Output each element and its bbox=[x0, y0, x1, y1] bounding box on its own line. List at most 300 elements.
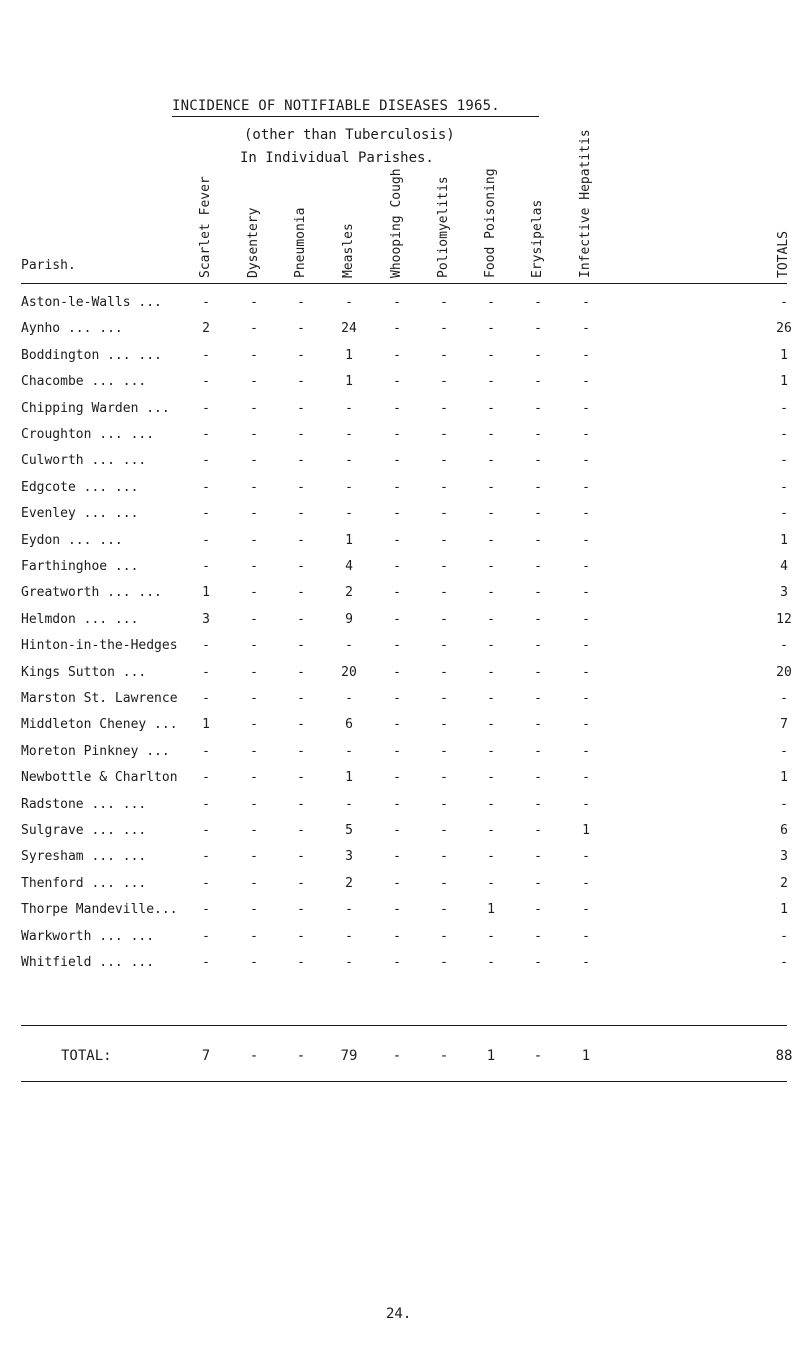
table-cell: 24 bbox=[341, 321, 357, 337]
table-cell: - bbox=[202, 691, 210, 706]
parish-name: Helmdon ... ... bbox=[21, 611, 139, 627]
table-cell: - bbox=[393, 638, 401, 654]
table-cell: - bbox=[297, 427, 305, 442]
table-cell: - bbox=[534, 374, 542, 390]
table-cell: - bbox=[393, 955, 401, 970]
table-cell: - bbox=[582, 295, 590, 310]
table-cell: 6 bbox=[780, 823, 788, 838]
table-cell: - bbox=[534, 427, 542, 442]
table-cell: - bbox=[202, 374, 210, 390]
table-cell: - bbox=[534, 955, 542, 970]
parish-name: Whitfield ... ... bbox=[21, 955, 155, 970]
parish-name: Culworth ... ... bbox=[21, 453, 147, 469]
table-cell: - bbox=[393, 611, 401, 627]
parish-name: Farthinghoe ... bbox=[21, 559, 139, 574]
parish-name: Croughton ... ... bbox=[21, 427, 155, 442]
table-cell: - bbox=[297, 611, 305, 627]
table-cell: - bbox=[582, 664, 590, 680]
table-cell: - bbox=[582, 691, 590, 706]
table-cell: - bbox=[297, 875, 305, 891]
table-cell: - bbox=[345, 400, 353, 416]
table-cell: - bbox=[393, 347, 401, 363]
total-cell: - bbox=[249, 1048, 259, 1064]
table-cell: - bbox=[487, 823, 495, 838]
table-cell: - bbox=[393, 532, 401, 548]
table-cell: - bbox=[487, 955, 495, 970]
table-cell: - bbox=[582, 770, 590, 786]
parish-name: Thorpe Mandeville... bbox=[21, 902, 178, 918]
table-cell: - bbox=[582, 717, 590, 733]
parish-name: Hinton-in-the-Hedges bbox=[21, 638, 178, 654]
table-cell: - bbox=[534, 532, 542, 548]
table-cell: - bbox=[780, 506, 788, 522]
table-cell: - bbox=[487, 532, 495, 548]
table-cell: - bbox=[345, 902, 353, 918]
table-cell: 1 bbox=[345, 374, 353, 390]
table-cell: - bbox=[297, 321, 305, 337]
table-cell: 4 bbox=[345, 559, 353, 574]
table-cell: - bbox=[393, 849, 401, 865]
table-cell: - bbox=[780, 400, 788, 416]
table-cell: - bbox=[487, 400, 495, 416]
table-cell: - bbox=[345, 955, 353, 970]
table-cell: - bbox=[487, 928, 495, 944]
total-cell: 7 bbox=[201, 1048, 211, 1064]
table-cell: - bbox=[534, 638, 542, 654]
total-cell: - bbox=[392, 1048, 402, 1064]
table-cell: - bbox=[345, 453, 353, 469]
parish-name: Moreton Pinkney ... bbox=[21, 743, 170, 759]
column-header-poliomyelitis: Poliomyelitis bbox=[436, 176, 451, 278]
table-cell: - bbox=[250, 321, 258, 337]
table-cell: - bbox=[250, 664, 258, 680]
table-cell: - bbox=[487, 559, 495, 574]
page-title: INCIDENCE OF NOTIFIABLE DISEASES 1965. bbox=[172, 98, 500, 114]
table-cell: - bbox=[345, 506, 353, 522]
table-cell: - bbox=[440, 691, 448, 706]
table-cell: - bbox=[393, 400, 401, 416]
table-cell: - bbox=[582, 479, 590, 495]
subtitle: (other than Tuberculosis) bbox=[244, 127, 455, 143]
table-cell: 1 bbox=[582, 823, 590, 838]
table-cell: - bbox=[202, 902, 210, 918]
table-cell: 1 bbox=[202, 717, 210, 733]
table-cell: 2 bbox=[345, 875, 353, 891]
total-cell: 1 bbox=[581, 1048, 591, 1064]
table-cell: - bbox=[780, 427, 788, 442]
table-cell: - bbox=[393, 796, 401, 812]
table-cell: 1 bbox=[345, 532, 353, 548]
table-cell: 1 bbox=[487, 902, 495, 918]
table-cell: - bbox=[393, 664, 401, 680]
parish-name: Aynho ... ... bbox=[21, 321, 123, 337]
table-cell: - bbox=[582, 347, 590, 363]
table-cell: - bbox=[250, 823, 258, 838]
table-cell: 20 bbox=[776, 664, 792, 680]
table-cell: - bbox=[202, 532, 210, 548]
table-cell: - bbox=[534, 928, 542, 944]
table-cell: - bbox=[393, 506, 401, 522]
table-cell: - bbox=[202, 479, 210, 495]
table-cell: - bbox=[534, 770, 542, 786]
column-header-food-poisoning: Food Poisoning bbox=[483, 168, 498, 278]
table-cell: - bbox=[440, 743, 448, 759]
table-cell: - bbox=[393, 902, 401, 918]
table-cell: - bbox=[202, 796, 210, 812]
parish-name: Aston-le-Walls ... bbox=[21, 295, 162, 310]
column-header-pneumonia: Pneumonia bbox=[293, 207, 308, 278]
column-header-dysentery: Dysentery bbox=[246, 207, 261, 278]
table-cell: - bbox=[487, 506, 495, 522]
table-cell: - bbox=[534, 902, 542, 918]
table-cell: - bbox=[440, 638, 448, 654]
table-cell: - bbox=[780, 479, 788, 495]
table-cell: - bbox=[345, 427, 353, 442]
table-cell: - bbox=[780, 928, 788, 944]
table-cell: - bbox=[297, 691, 305, 706]
table-cell: - bbox=[345, 479, 353, 495]
table-cell: - bbox=[297, 638, 305, 654]
table-cell: - bbox=[250, 743, 258, 759]
table-cell: - bbox=[440, 955, 448, 970]
table-cell: - bbox=[487, 453, 495, 469]
table-cell: - bbox=[440, 347, 448, 363]
table-cell: - bbox=[250, 770, 258, 786]
table-cell: - bbox=[534, 796, 542, 812]
table-cell: - bbox=[297, 849, 305, 865]
column-header-measles: Measles bbox=[341, 223, 356, 278]
parish-name: Middleton Cheney ... bbox=[21, 717, 178, 733]
table-cell: - bbox=[534, 611, 542, 627]
table-cell: - bbox=[780, 691, 788, 706]
table-cell: - bbox=[487, 875, 495, 891]
total-cell: - bbox=[296, 1048, 306, 1064]
table-cell: - bbox=[534, 295, 542, 310]
table-cell: - bbox=[582, 743, 590, 759]
table-cell: - bbox=[487, 585, 495, 601]
column-header-whooping-cough: Whooping Cough bbox=[389, 168, 404, 278]
table-cell: - bbox=[297, 559, 305, 574]
table-cell: - bbox=[487, 347, 495, 363]
table-cell: - bbox=[487, 295, 495, 310]
table-cell: - bbox=[440, 928, 448, 944]
column-header-erysipelas: Erysipelas bbox=[530, 199, 545, 278]
table-cell: - bbox=[582, 532, 590, 548]
table-cell: - bbox=[393, 770, 401, 786]
table-cell: - bbox=[345, 691, 353, 706]
table-cell: - bbox=[487, 321, 495, 337]
table-cell: - bbox=[440, 321, 448, 337]
table-cell: - bbox=[393, 427, 401, 442]
table-cell: - bbox=[582, 796, 590, 812]
table-cell: - bbox=[487, 770, 495, 786]
table-cell: - bbox=[297, 585, 305, 601]
table-cell: - bbox=[440, 823, 448, 838]
total-cell: 79 bbox=[340, 1048, 358, 1064]
table-cell: 3 bbox=[202, 611, 210, 627]
table-cell: - bbox=[202, 849, 210, 865]
table-cell: - bbox=[393, 585, 401, 601]
table-cell: 1 bbox=[780, 770, 788, 786]
table-cell: - bbox=[582, 374, 590, 390]
table-cell: - bbox=[487, 479, 495, 495]
table-cell: - bbox=[582, 506, 590, 522]
table-cell: - bbox=[780, 453, 788, 469]
table-cell: 1 bbox=[345, 347, 353, 363]
totals-rule-top bbox=[21, 1025, 787, 1026]
table-cell: - bbox=[250, 638, 258, 654]
table-cell: - bbox=[780, 295, 788, 310]
table-cell: - bbox=[582, 955, 590, 970]
table-cell: - bbox=[202, 400, 210, 416]
parish-name: Newbottle & Charlton bbox=[21, 770, 178, 786]
table-cell: - bbox=[297, 902, 305, 918]
total-cell: - bbox=[533, 1048, 543, 1064]
table-cell: - bbox=[297, 823, 305, 838]
table-cell: - bbox=[534, 585, 542, 601]
table-cell: - bbox=[297, 717, 305, 733]
table-cell: - bbox=[440, 796, 448, 812]
title-underline bbox=[172, 116, 539, 117]
table-cell: - bbox=[393, 559, 401, 574]
table-cell: - bbox=[202, 559, 210, 574]
table-cell: - bbox=[250, 849, 258, 865]
table-cell: - bbox=[780, 955, 788, 970]
table-cell: 2 bbox=[202, 321, 210, 337]
table-cell: - bbox=[440, 400, 448, 416]
table-cell: - bbox=[440, 506, 448, 522]
column-header-scarlet-fever: Scarlet Fever bbox=[198, 176, 213, 278]
table-cell: - bbox=[393, 479, 401, 495]
parish-name: Greatworth ... ... bbox=[21, 585, 162, 601]
table-cell: - bbox=[534, 559, 542, 574]
table-cell: - bbox=[534, 479, 542, 495]
table-cell: - bbox=[345, 928, 353, 944]
table-cell: - bbox=[582, 902, 590, 918]
table-cell: - bbox=[440, 717, 448, 733]
table-cell: 1 bbox=[345, 770, 353, 786]
table-cell: - bbox=[250, 453, 258, 469]
table-cell: - bbox=[534, 875, 542, 891]
table-cell: - bbox=[582, 849, 590, 865]
total-cell: 88 bbox=[775, 1048, 793, 1064]
table-cell: - bbox=[780, 638, 788, 654]
table-cell: - bbox=[440, 849, 448, 865]
parish-name: Syresham ... ... bbox=[21, 849, 147, 865]
table-cell: - bbox=[202, 664, 210, 680]
table-cell: 9 bbox=[345, 611, 353, 627]
table-cell: - bbox=[297, 453, 305, 469]
table-cell: - bbox=[202, 770, 210, 786]
parish-name: Marston St. Lawrence bbox=[21, 691, 178, 706]
table-cell: 6 bbox=[345, 717, 353, 733]
table-cell: 1 bbox=[780, 532, 788, 548]
table-cell: - bbox=[534, 717, 542, 733]
table-cell: - bbox=[393, 875, 401, 891]
table-cell: - bbox=[534, 321, 542, 337]
parish-name: Evenley ... ... bbox=[21, 506, 139, 522]
table-cell: - bbox=[582, 585, 590, 601]
table-cell: - bbox=[487, 849, 495, 865]
table-cell: - bbox=[440, 611, 448, 627]
table-cell: - bbox=[202, 295, 210, 310]
table-cell: - bbox=[297, 532, 305, 548]
column-header-infective-hepatitis: Infective Hepatitis bbox=[578, 129, 593, 278]
table-cell: - bbox=[393, 453, 401, 469]
parish-name: Thenford ... ... bbox=[21, 875, 147, 891]
table-cell: - bbox=[487, 427, 495, 442]
table-cell: - bbox=[487, 717, 495, 733]
table-cell: - bbox=[202, 823, 210, 838]
table-cell: - bbox=[297, 347, 305, 363]
table-cell: - bbox=[440, 664, 448, 680]
table-cell: - bbox=[534, 347, 542, 363]
parish-name: Eydon ... ... bbox=[21, 532, 123, 548]
table-cell: - bbox=[202, 347, 210, 363]
table-cell: - bbox=[487, 664, 495, 680]
table-cell: - bbox=[582, 638, 590, 654]
table-cell: - bbox=[202, 743, 210, 759]
parish-name: Radstone ... ... bbox=[21, 796, 147, 812]
table-cell: - bbox=[393, 928, 401, 944]
table-cell: - bbox=[393, 295, 401, 310]
header-rule bbox=[21, 283, 787, 284]
table-cell: - bbox=[250, 347, 258, 363]
table-cell: - bbox=[393, 823, 401, 838]
table-cell: - bbox=[582, 321, 590, 337]
table-cell: - bbox=[202, 928, 210, 944]
table-cell: - bbox=[250, 427, 258, 442]
table-cell: - bbox=[297, 295, 305, 310]
table-cell: - bbox=[202, 638, 210, 654]
table-cell: - bbox=[297, 928, 305, 944]
table-cell: - bbox=[440, 875, 448, 891]
table-cell: - bbox=[297, 955, 305, 970]
table-cell: - bbox=[440, 770, 448, 786]
table-cell: 4 bbox=[780, 559, 788, 574]
table-cell: - bbox=[393, 321, 401, 337]
table-cell: - bbox=[534, 823, 542, 838]
table-cell: - bbox=[297, 374, 305, 390]
parish-name: Sulgrave ... ... bbox=[21, 823, 147, 838]
table-cell: - bbox=[534, 664, 542, 680]
column-header-totals: TOTALS bbox=[776, 231, 791, 278]
table-cell: - bbox=[393, 717, 401, 733]
table-cell: - bbox=[780, 796, 788, 812]
table-cell: - bbox=[250, 611, 258, 627]
parish-name: Edgcote ... ... bbox=[21, 479, 139, 495]
table-cell: - bbox=[345, 638, 353, 654]
table-cell: - bbox=[297, 743, 305, 759]
table-cell: - bbox=[582, 427, 590, 442]
table-cell: - bbox=[487, 743, 495, 759]
table-cell: - bbox=[250, 585, 258, 601]
table-cell: - bbox=[250, 928, 258, 944]
totals-rule-bottom bbox=[21, 1081, 787, 1082]
table-cell: - bbox=[202, 506, 210, 522]
table-cell: - bbox=[250, 295, 258, 310]
table-cell: - bbox=[534, 849, 542, 865]
table-cell: - bbox=[393, 691, 401, 706]
parish-name: Warkworth ... ... bbox=[21, 928, 155, 944]
table-cell: - bbox=[780, 743, 788, 759]
table-cell: - bbox=[487, 691, 495, 706]
table-cell: - bbox=[250, 955, 258, 970]
table-cell: 12 bbox=[776, 611, 792, 627]
table-cell: 20 bbox=[341, 664, 357, 680]
table-cell: - bbox=[393, 374, 401, 390]
table-cell: - bbox=[250, 717, 258, 733]
page-number: 24. bbox=[386, 1306, 412, 1322]
parish-name: Kings Sutton ... bbox=[21, 664, 147, 680]
table-cell: - bbox=[534, 506, 542, 522]
table-cell: 3 bbox=[345, 849, 353, 865]
table-cell: - bbox=[250, 506, 258, 522]
parish-name: Chipping Warden ... bbox=[21, 400, 170, 416]
table-cell: - bbox=[440, 559, 448, 574]
table-cell: - bbox=[250, 559, 258, 574]
table-cell: - bbox=[250, 374, 258, 390]
table-cell: - bbox=[250, 875, 258, 891]
parish-name: Boddington ... ... bbox=[21, 347, 162, 363]
table-cell: - bbox=[250, 691, 258, 706]
table-cell: - bbox=[582, 453, 590, 469]
table-cell: 1 bbox=[780, 347, 788, 363]
table-cell: - bbox=[534, 400, 542, 416]
table-cell: - bbox=[440, 902, 448, 918]
table-cell: - bbox=[582, 400, 590, 416]
parish-name: Chacombe ... ... bbox=[21, 374, 147, 390]
table-cell: - bbox=[297, 479, 305, 495]
table-cell: 5 bbox=[345, 823, 353, 838]
total-label: TOTAL: bbox=[61, 1048, 112, 1064]
table-cell: - bbox=[440, 453, 448, 469]
table-cell: - bbox=[487, 611, 495, 627]
table-cell: - bbox=[393, 743, 401, 759]
table-cell: 2 bbox=[780, 875, 788, 891]
table-cell: - bbox=[487, 374, 495, 390]
table-cell: - bbox=[202, 955, 210, 970]
table-cell: - bbox=[250, 902, 258, 918]
table-cell: - bbox=[202, 875, 210, 891]
table-cell: - bbox=[534, 743, 542, 759]
table-cell: - bbox=[440, 479, 448, 495]
table-cell: - bbox=[250, 796, 258, 812]
table-cell: - bbox=[250, 532, 258, 548]
table-cell: - bbox=[487, 638, 495, 654]
table-cell: - bbox=[582, 559, 590, 574]
table-cell: - bbox=[534, 453, 542, 469]
table-cell: - bbox=[582, 611, 590, 627]
table-cell: - bbox=[297, 506, 305, 522]
table-cell: - bbox=[297, 770, 305, 786]
table-cell: 3 bbox=[780, 849, 788, 865]
table-cell: - bbox=[582, 928, 590, 944]
table-cell: - bbox=[487, 796, 495, 812]
table-cell: - bbox=[345, 796, 353, 812]
table-cell: 7 bbox=[780, 717, 788, 733]
parish-column-header: Parish. bbox=[21, 258, 76, 273]
table-cell: - bbox=[202, 427, 210, 442]
subtitle-parishes: In Individual Parishes. bbox=[240, 150, 434, 166]
total-cell: 1 bbox=[486, 1048, 496, 1064]
table-cell: - bbox=[345, 743, 353, 759]
table-cell: 2 bbox=[345, 585, 353, 601]
table-cell: 3 bbox=[780, 585, 788, 601]
table-cell: 26 bbox=[776, 321, 792, 337]
table-cell: - bbox=[297, 664, 305, 680]
table-cell: - bbox=[345, 295, 353, 310]
